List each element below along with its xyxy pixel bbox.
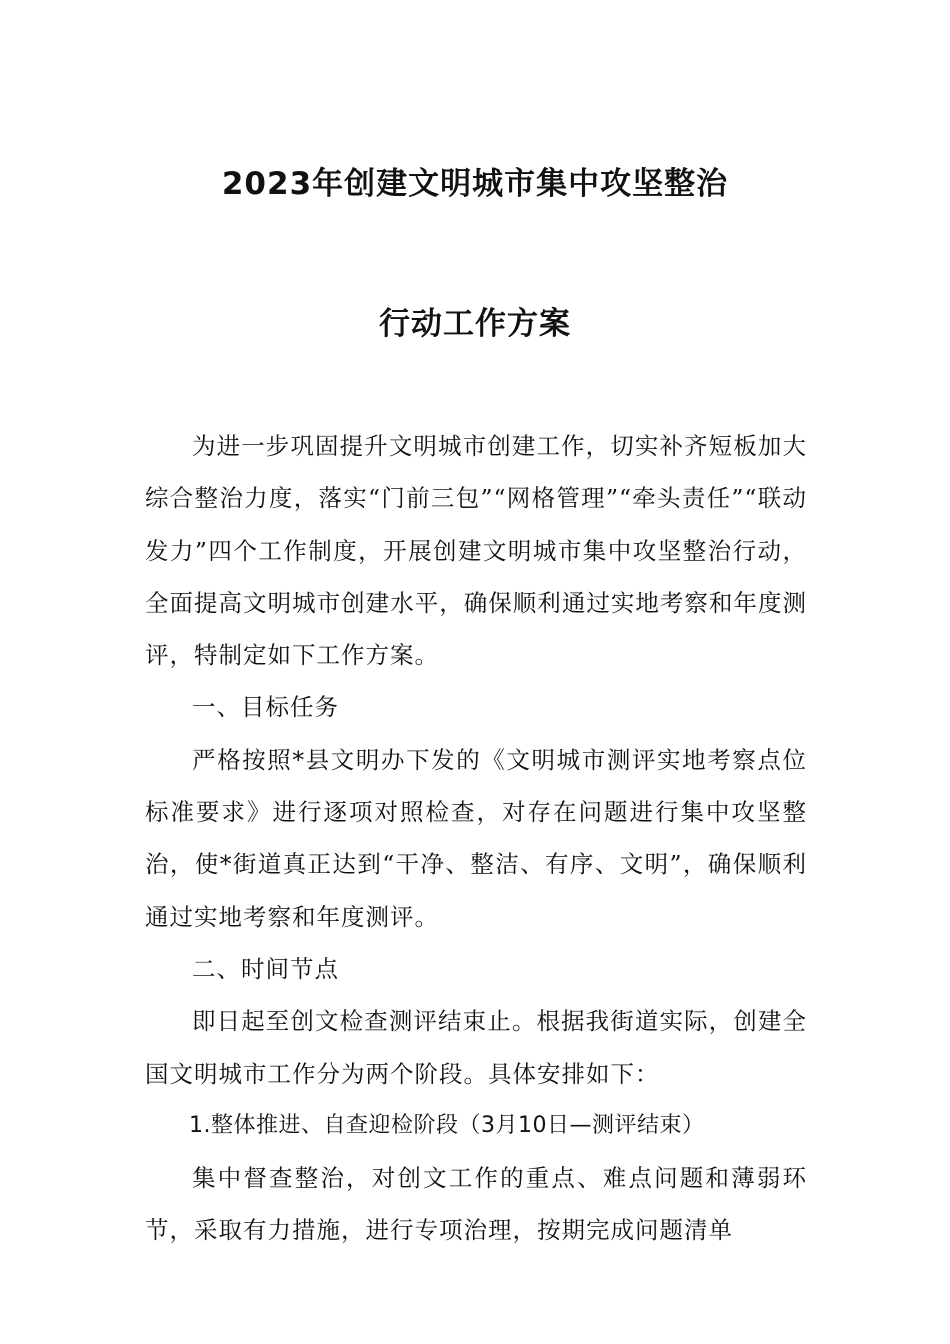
section-goals-paragraph: 严格按照*县文明办下发的《文明城市测评实地考察点位标准要求》进行逐项对照检查，对存在问题进行集中攻坚整治，使*街道真正达到“干净、整洁、有序、文明”，确保顺利通过实地考察和年度测评。 xyxy=(145,745,807,931)
document-title-line-1: 2023年创建文明城市集中攻坚整治 xyxy=(221,166,729,202)
intro-paragraph: 为进一步巩固提升文明城市创建工作，切实补齐短板加大综合整治力度，落实“门前三包”“网格管理”“牵头责任”“联动发力”四个工作制度，开展创建文明城市集中攻坚整治行动，全面提高文明城市创建水平，确保顺利通过实地考察和年度测评，特制定如下工作方案。 xyxy=(145,432,807,670)
section-heading-goals: 一、目标任务 xyxy=(192,693,339,722)
section-timeline-paragraph: 即日起至创文检查测评结束止。根据我街道实际，创建全国文明城市工作分为两个阶段。具体安排如下： xyxy=(145,1007,807,1088)
phase-1-heading: 1.整体推进、自查迎检阶段（3月10日—测评结束） xyxy=(189,1112,705,1138)
section-heading-timeline: 二、时间节点 xyxy=(192,954,339,983)
document-title-line-2: 行动工作方案 xyxy=(379,306,571,342)
phase-1-paragraph: 集中督查整治，对创文工作的重点、难点问题和薄弱环节，采取有力措施，进行专项治理，按期完成问题清单 xyxy=(145,1164,807,1245)
document-body xyxy=(145,420,807,1257)
